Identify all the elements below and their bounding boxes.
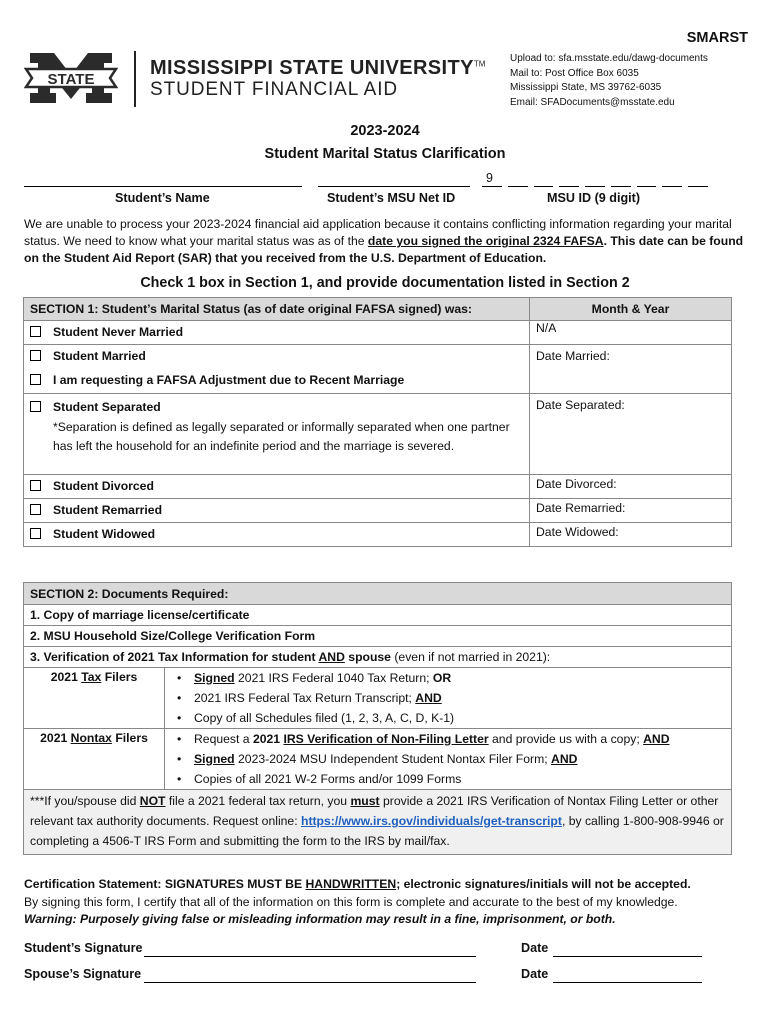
label-part: Filers bbox=[101, 670, 138, 684]
bullet-part: 2021 IRS Federal Tax Return Transcript; bbox=[194, 691, 416, 705]
item3-prefix: 3. Verification of 2021 Tax Information for student bbox=[30, 650, 319, 664]
bullet-part: OR bbox=[432, 671, 452, 685]
option-label: Student Separated bbox=[53, 400, 161, 414]
note-part: file a 2021 federal tax return, you bbox=[165, 794, 351, 808]
nontax-bullet-2 bbox=[171, 749, 725, 769]
option-label: Student Remarried bbox=[53, 503, 163, 517]
bullet-part: AND bbox=[551, 752, 578, 766]
label-part: Nontax bbox=[70, 731, 112, 745]
item3-suffix: (even if not married in 2021): bbox=[390, 650, 551, 664]
section2-header: SECTION 2: Documents Required: bbox=[24, 583, 732, 605]
intro-text-bold: . This date can be found on the Student Aid Report (SAR) that you received from the U.S. Department of Education. bbox=[24, 234, 744, 265]
option-divorced[interactable] bbox=[24, 475, 530, 499]
spouse-signature-field[interactable] bbox=[144, 967, 476, 983]
doc-item-3 bbox=[24, 647, 732, 668]
heading-part: Certification Statement: SIGNATURES MUST BE bbox=[24, 877, 306, 891]
checkbox[interactable] bbox=[30, 350, 41, 361]
note-part: must bbox=[350, 794, 380, 808]
form-code: SMARST bbox=[686, 30, 748, 46]
checkbox[interactable] bbox=[30, 326, 41, 337]
certification-body: By signing this form, I certify that all of the information on this form is complete and accurate to the best of my knowledge. bbox=[24, 894, 678, 909]
contact-upload: Upload to: sfa.msstate.edu/dawg-documents bbox=[510, 53, 708, 64]
contact-city: Mississippi State, MS 39762-6035 bbox=[510, 82, 662, 93]
spouse-date-label: Date bbox=[521, 967, 549, 981]
checkbox[interactable] bbox=[30, 374, 41, 385]
intro-paragraph bbox=[24, 216, 749, 267]
date-separated-field[interactable]: Date Separated: bbox=[530, 394, 732, 475]
contact-block bbox=[510, 52, 708, 110]
bullet-part: and provide us with a copy; bbox=[488, 732, 644, 746]
bullet-part: AND bbox=[415, 691, 442, 705]
bullet-part: 2021 bbox=[252, 732, 284, 746]
nontax-bullet-1 bbox=[171, 729, 725, 749]
section1-table bbox=[23, 297, 732, 547]
nontax-filers-list bbox=[165, 729, 732, 790]
option-never-married[interactable] bbox=[24, 321, 530, 345]
item3-spouse: spouse bbox=[344, 650, 391, 664]
contact-mail: Mail to: Post Office Box 6035 bbox=[510, 67, 639, 79]
certification-heading bbox=[24, 876, 749, 894]
nontax-note bbox=[24, 790, 732, 855]
option-married[interactable] bbox=[24, 345, 530, 394]
option-never-married-date: N/A bbox=[530, 321, 732, 345]
note-part: , by calling 1-800-908-9946 or completing a 4506-T IRS Form and submitting the form to the IRS by mail/fax. bbox=[30, 814, 724, 848]
option-label: Student Never Married bbox=[53, 325, 184, 339]
net-id-field[interactable] bbox=[318, 186, 470, 187]
option-label: Student Widowed bbox=[53, 527, 156, 541]
bullet-part: Request a bbox=[194, 732, 253, 746]
bullet-part: 2021 IRS Federal 1040 Tax Return; bbox=[234, 671, 433, 685]
trademark: TM bbox=[473, 59, 486, 69]
checkbox[interactable] bbox=[30, 528, 41, 539]
msu-seal-icon bbox=[24, 49, 118, 107]
student-signature-label: Student’s Signature bbox=[24, 941, 143, 955]
doc-item-1: 1. Copy of marriage license/certificate bbox=[24, 605, 732, 626]
student-date-label: Date bbox=[521, 941, 549, 955]
tax-bullet-2 bbox=[171, 688, 725, 708]
option-separated[interactable] bbox=[24, 394, 530, 475]
irs-transcript-link[interactable]: https://www.irs.gov/individuals/get-transcript bbox=[301, 814, 562, 828]
tax-bullet-3 bbox=[171, 708, 725, 728]
student-name-label: Student’s Name bbox=[115, 191, 210, 205]
section2-table bbox=[23, 582, 732, 855]
student-date-field[interactable] bbox=[553, 941, 702, 957]
instruction-heading: Check 1 box in Section 1, and provide documentation listed in Section 2 bbox=[140, 275, 630, 291]
date-divorced-field[interactable]: Date Divorced: bbox=[530, 475, 732, 499]
university-logo bbox=[24, 49, 486, 109]
nontax-filers-label bbox=[24, 729, 165, 790]
tax-bullet-1 bbox=[171, 668, 725, 688]
label-part: Filers bbox=[111, 731, 148, 745]
university-name bbox=[150, 57, 485, 80]
logo-divider bbox=[134, 51, 136, 107]
student-name-field[interactable] bbox=[24, 186, 302, 187]
bullet-part: Signed bbox=[194, 752, 235, 766]
msu-id-label: MSU ID (9 digit) bbox=[547, 191, 641, 205]
item3-and: AND bbox=[318, 650, 345, 664]
form-year: 2023-2024 bbox=[350, 123, 420, 139]
tax-filers-list bbox=[165, 668, 732, 729]
separation-note: *Separation is defined as legally separated or informally separated when one partner has left the household for an indefinite period and the marriage is severed. bbox=[53, 419, 510, 453]
bullet-part: Copies of all 2021 W-2 Forms and/or 1099 Forms bbox=[194, 772, 462, 786]
seal-text: STATE bbox=[47, 71, 95, 88]
label-part: 2021 bbox=[50, 670, 82, 684]
net-id-label: Student’s MSU Net ID bbox=[327, 191, 456, 205]
note-part: ***If you/spouse did bbox=[30, 794, 140, 808]
option-label: Student Married bbox=[53, 349, 146, 363]
bullet-part: Copy of all Schedules filed (1, 2, 3, A, C, D, K-1) bbox=[194, 711, 455, 725]
heading-part: ; electronic signatures/initials will not be accepted. bbox=[396, 877, 691, 891]
date-remarried-field[interactable]: Date Remarried: bbox=[530, 499, 732, 523]
form-title: Student Marital Status Clarification bbox=[264, 146, 506, 162]
label-part: 2021 bbox=[40, 731, 71, 745]
msu-id-prefix: 9 bbox=[486, 171, 493, 185]
option-remarried[interactable] bbox=[24, 499, 530, 523]
option-label: I am requesting a FAFSA Adjustment due to Recent Marriage bbox=[53, 373, 405, 387]
note-part: provide a 2021 IRS Verification of Nontax Filing Letter or other relevant tax authority documents. Request online: bbox=[30, 794, 719, 828]
department-name: STUDENT FINANCIAL AID bbox=[150, 79, 398, 100]
university-name-text: MISSISSIPPI STATE UNIVERSITY bbox=[150, 57, 474, 79]
label-part: Tax bbox=[81, 670, 102, 684]
heading-part: HANDWRITTEN bbox=[305, 877, 397, 891]
msu-id-field[interactable] bbox=[482, 186, 708, 187]
certification-block bbox=[24, 876, 749, 929]
spouse-signature-label: Spouse’s Signature bbox=[24, 967, 142, 981]
contact-email: Email: SFADocuments@msstate.edu bbox=[510, 96, 675, 108]
bullet-part: Signed bbox=[194, 671, 235, 685]
month-year-header: Month & Year bbox=[530, 298, 732, 321]
student-signature-field[interactable] bbox=[144, 941, 476, 957]
bullet-part: IRS Verification of Non-Filing Letter bbox=[283, 732, 489, 746]
option-label: Student Divorced bbox=[53, 479, 154, 493]
section1-header: SECTION 1: Student’s Marital Status (as of date original FAFSA signed) was: bbox=[24, 298, 530, 321]
doc-item-2: 2. MSU Household Size/College Verification Form bbox=[24, 626, 732, 647]
date-widowed-field[interactable]: Date Widowed: bbox=[530, 523, 732, 547]
bullet-part: AND bbox=[643, 732, 670, 746]
nontax-bullet-3 bbox=[171, 769, 725, 789]
intro-text: We are unable to process your 2023-2024 financial aid application because it contains conflicting information regarding your marital status. We need to know what your marital status was as of the bbox=[24, 217, 732, 248]
certification-warning: Warning: Purposely giving false or misleading information may result in a fine, imprisonment, or both. bbox=[24, 912, 616, 926]
option-widowed[interactable] bbox=[24, 523, 530, 547]
tax-filers-label bbox=[24, 668, 165, 729]
date-married-field[interactable]: Date Married: bbox=[530, 345, 732, 394]
checkbox[interactable] bbox=[30, 480, 41, 491]
note-part: NOT bbox=[139, 794, 166, 808]
intro-emphasis: date you signed the original 2324 FAFSA bbox=[367, 234, 604, 248]
checkbox[interactable] bbox=[30, 504, 41, 515]
spouse-date-field[interactable] bbox=[553, 967, 702, 983]
bullet-part: 2023-2024 MSU Independent Student Nontax Filer Form; bbox=[234, 752, 552, 766]
checkbox[interactable] bbox=[30, 401, 41, 412]
